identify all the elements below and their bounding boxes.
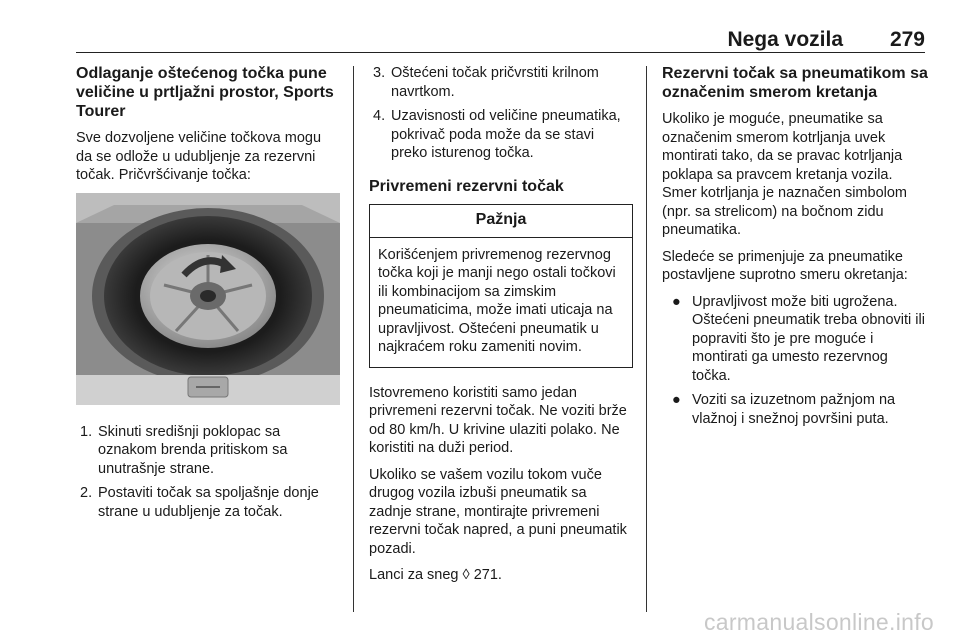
step-text: Uzavisnosti od veličine pneumatika, pokrivač poda može da se stavi preko isturenog točka. — [391, 108, 621, 161]
step-text: Postaviti točak sa spoljašnje donje strane u udubljenje za točak. — [98, 485, 319, 520]
step-number: 3. — [373, 65, 386, 81]
column-divider — [646, 66, 647, 612]
list-item — [76, 423, 340, 479]
column-right — [662, 64, 930, 434]
step-number: 4. — [373, 108, 386, 124]
list-item — [662, 391, 930, 428]
bullet-icon: ● — [672, 392, 681, 408]
column-divider — [353, 66, 354, 612]
bullet-list — [662, 293, 930, 429]
page-header — [76, 26, 925, 53]
step-number: 2. — [80, 485, 93, 501]
chapter-title: Nega vozila — [727, 28, 843, 51]
paragraph: Ukoliko je moguće, pneumatike sa označenim smerom kotrljanja uvek montirati tako, da se pravac kotrljanja poklapa sa pravcem kretanja vozila. Smer kotrljanja je naznačen simbolom (npr. sa strelicom) na bočnom zidu pneumatika. — [662, 111, 907, 238]
list-item — [369, 107, 633, 163]
column-left — [76, 64, 340, 527]
bullet-icon: ● — [672, 293, 681, 310]
caution-notice — [369, 204, 633, 368]
list-item — [369, 64, 633, 101]
paragraph: Istovremeno koristiti samo jedan privremeni rezervni točak. Ne voziti brže od 80 km/h. U krivine ulaziti polako. Ne koristiti na duži period. — [369, 384, 627, 456]
spare-wheel-in-trunk-illustration — [76, 193, 340, 405]
step-text: Oštećeni točak pričvrstiti krilnom navrtkom. — [391, 65, 599, 100]
list-item — [662, 293, 930, 386]
bullet-text: Upravljivost može biti ugrožena. Oštećeni pneumatik treba obnoviti ili popraviti što je pre moguće i montirati ga umesto rezervnog točka. — [692, 293, 925, 384]
bullet-text: Voziti sa izuzetnom pažnjom na vlažnoj i snežnoj površini puta. — [692, 392, 896, 427]
watermark: carmanualsonline.info — [703, 609, 934, 635]
reference-text: Lanci za sneg — [369, 567, 459, 583]
spare-wheel-image — [76, 193, 340, 405]
steps-list — [369, 64, 633, 163]
column-middle — [369, 64, 633, 593]
section-heading: Rezervni točak sa pneumatikom sa označenim smerom kretanja — [662, 65, 928, 101]
paragraph: Sledeće se primenjuje za pneumatike postavljene suprotno smeru okretanja: — [662, 248, 908, 283]
list-item — [76, 484, 340, 521]
section-heading: Odlaganje oštećenog točka pune veličine u prtljažni prostor, Sports Tourer — [76, 65, 334, 120]
intro-paragraph: Sve dozvoljene veličine točkova mogu da se odlože u udubljenje za rezervni točak. Pričvršćivanje točka: — [76, 130, 322, 183]
notice-title: Pažnja — [370, 205, 632, 238]
steps-list — [76, 423, 340, 522]
step-text: Skinuti središnji poklopac sa oznakom brenda pritiskom sa unutrašnje strane. — [98, 423, 288, 477]
page-number: 279 — [889, 28, 925, 51]
section-heading: Privremeni rezervni točak — [369, 177, 564, 195]
step-number: 1. — [80, 423, 93, 440]
paragraph: Ukoliko se vašem vozilu tokom vuče drugog vozila izbuši pneumatik sa zadnje strane, montirajte privremeni rezervni točak napred, a puni pneumatik pozadi. — [369, 466, 627, 557]
notice-body: Korišćenjem privremenog rezervnog točka koji je manji nego ostali točkovi ili kombinacijom sa zimskim pneumaticima, može imati uticaja na upravljivost. Oštećeni pneumatik u najkraćem roku zameniti novim. — [378, 246, 616, 355]
page-ref-arrow-icon: ◊ — [462, 567, 470, 583]
cross-reference — [369, 566, 633, 585]
reference-page-link[interactable]: 271. — [473, 567, 502, 583]
